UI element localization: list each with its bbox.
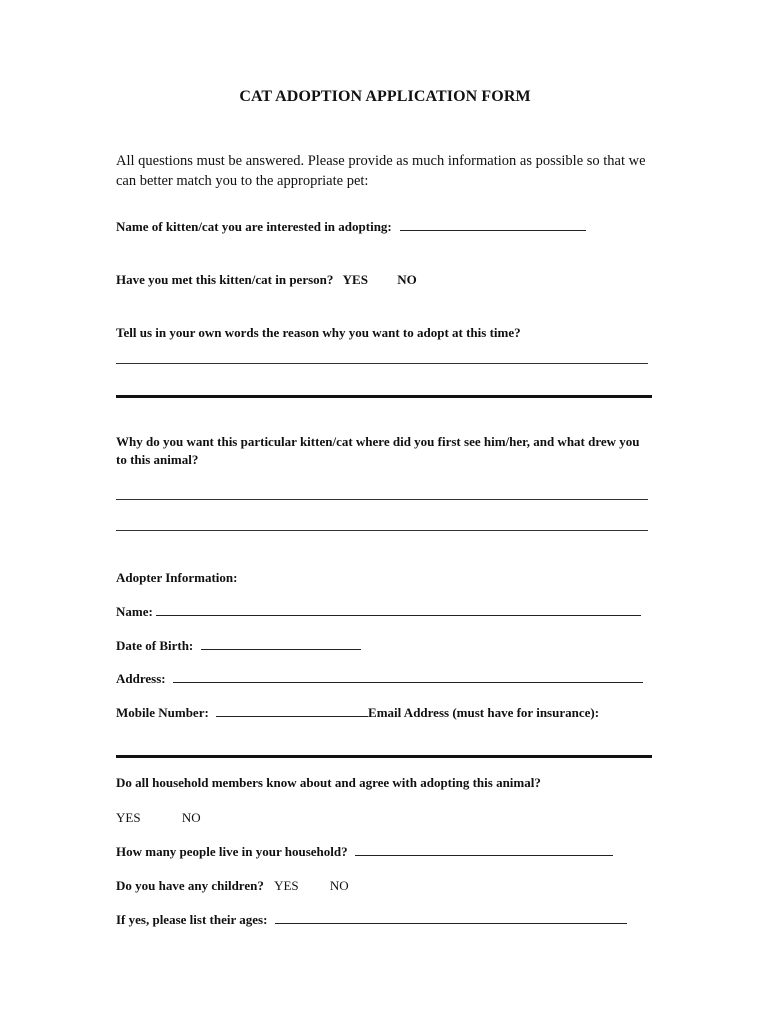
question-people: How many people live in your household? [116, 844, 348, 859]
adopter-info-heading: Adopter Information: [116, 570, 238, 585]
section-divider-2 [116, 755, 652, 758]
question-met: Have you met this kitten/cat in person? [116, 272, 334, 287]
cat-name-field[interactable] [400, 218, 586, 231]
household-agree-options [116, 809, 201, 827]
ages-field[interactable] [275, 911, 627, 924]
people-field[interactable] [355, 843, 613, 856]
reason-answer-line[interactable] [116, 363, 648, 364]
why-answer-line-2[interactable] [116, 530, 648, 531]
dob-row [116, 637, 361, 655]
name-row [116, 603, 641, 621]
question-why-particular: Why do you want this particular kitten/cat where did you first see him/her, and what drew you to this animal? [116, 434, 640, 467]
address-field[interactable] [173, 670, 643, 683]
met-yes-option[interactable]: YES [342, 272, 368, 287]
question-household-agree: Do all household members know about and agree with adopting this animal? [116, 775, 541, 790]
question-cat-name-row [116, 218, 586, 236]
intro-text: All questions must be answered. Please provide as much information as possible so that we can better match you to the appropriate pet: [116, 153, 646, 189]
form-title: CAT ADOPTION APPLICATION FORM [239, 88, 531, 105]
dob-field[interactable] [201, 637, 361, 650]
children-row [116, 877, 349, 895]
children-no-option[interactable]: NO [329, 878, 349, 893]
met-no-option[interactable]: NO [397, 272, 417, 287]
question-ages: If yes, please list their ages: [116, 912, 268, 927]
question-children: Do you have any children? [116, 878, 264, 893]
why-answer-line-1[interactable] [116, 499, 648, 500]
mobile-email-row [116, 704, 599, 722]
name-label: Name: [116, 604, 153, 619]
question-reason: Tell us in your own words the reason why you want to adopt at this time? [116, 325, 521, 340]
mobile-field[interactable] [216, 704, 368, 717]
dob-label: Date of Birth: [116, 638, 194, 653]
children-yes-option[interactable]: YES [274, 878, 299, 893]
agree-yes-option[interactable]: YES [116, 810, 141, 825]
ages-row [116, 911, 627, 929]
address-label: Address: [116, 671, 166, 686]
mobile-label: Mobile Number: [116, 705, 209, 720]
email-label: Email Address (must have for insurance): [368, 705, 600, 720]
question-cat-name: Name of kitten/cat you are interested in adopting: [116, 219, 392, 234]
name-field[interactable] [156, 603, 641, 616]
question-met-row [116, 271, 417, 289]
agree-no-option[interactable]: NO [181, 810, 201, 825]
people-row [116, 843, 613, 861]
address-row [116, 670, 643, 688]
section-divider [116, 395, 652, 398]
